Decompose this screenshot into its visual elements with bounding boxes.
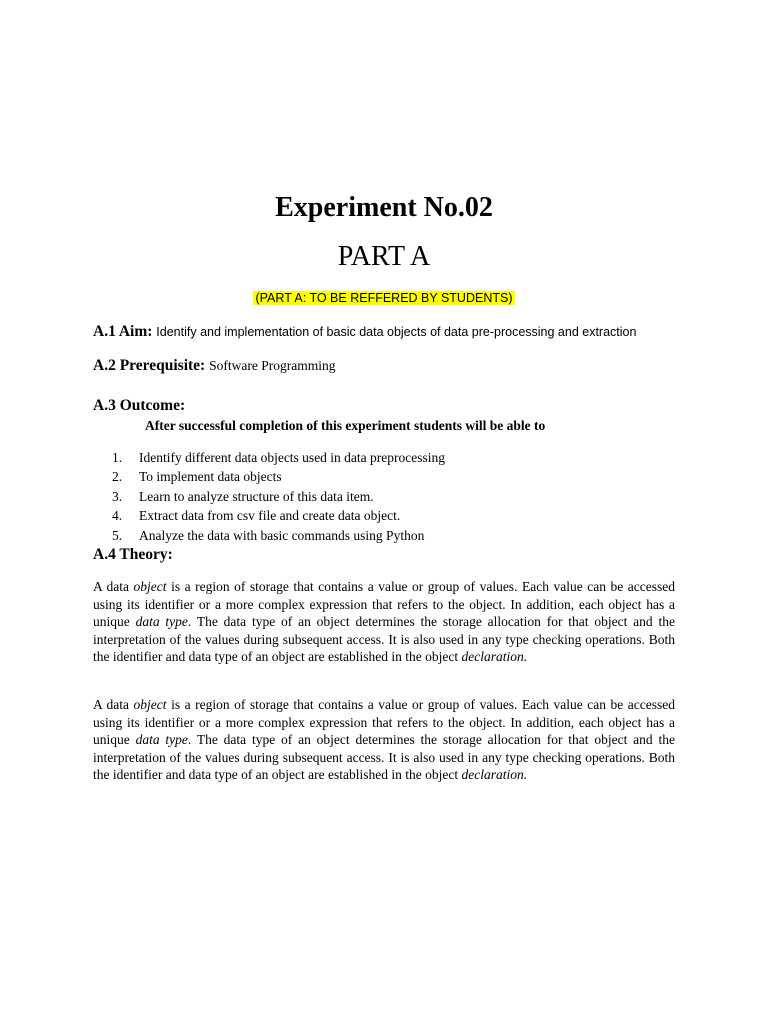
text-run: A data	[93, 579, 134, 594]
text-run: is a region of storage that contains a value or group of values. Each value can be accessed using its identifier or a more complex expression that refers to the object. In addition, each object has a unique	[93, 579, 675, 630]
theory-paragraph-2	[93, 696, 675, 784]
list-item-number: 1.	[112, 450, 123, 465]
text-run: . The data type of an object determines the storage allocation for that object and the interpretation of the values during subsequent access. It is also used in any type checking operations. Both the identifier and data type of an object are established in the object	[93, 614, 675, 665]
list-item	[112, 467, 445, 486]
theory-label: A.4 Theory:	[93, 546, 173, 563]
list-item-text: Analyze the data with basic commands using Python	[139, 527, 425, 543]
list-item	[112, 487, 445, 506]
text-run: A data	[93, 697, 134, 712]
list-item-number: 2.	[112, 469, 123, 485]
italic-run: declaration.	[461, 767, 528, 783]
list-item	[112, 526, 445, 545]
list-item	[112, 448, 445, 467]
text-run: . The data type of an object determines the storage allocation for that object and the interpretation of the values during subsequent access. It is also used in any type checking operations. Both the identifier and data type of an object are established in the object	[93, 732, 675, 783]
list-item-text: Extract data from csv file and create data object.	[139, 508, 401, 524]
prerequisite-label: A.2 Prerequisite:	[93, 357, 206, 374]
theory-paragraph-1	[93, 578, 675, 666]
list-item-number: 4.	[112, 508, 123, 524]
list-item-text: To implement data objects	[139, 469, 282, 485]
aim-text: Identify and implementation of basic data objects of data pre-processing and extraction	[156, 325, 637, 339]
prerequisite-text: Software Programming	[209, 358, 336, 373]
list-item-number: 5.	[112, 527, 123, 543]
part-note-wrap	[0, 289, 768, 307]
outcome-intro: After successful completion of this experiment students will be able to	[145, 418, 546, 433]
list-item-text: Learn to analyze structure of this data item.	[139, 488, 374, 504]
italic-run: object	[133, 579, 167, 594]
list-item-number: 3.	[112, 488, 123, 504]
italic-run: declaration.	[461, 649, 528, 665]
part-note-highlight: (PART A: TO BE REFFERED BY STUDENTS)	[255, 291, 513, 305]
aim-section	[93, 321, 636, 343]
outcome-label: A.3 Outcome:	[93, 397, 186, 414]
experiment-title: Experiment No.02	[275, 192, 493, 223]
theory-heading	[93, 544, 173, 566]
list-item-text: Identify different data objects used in data preprocessing	[139, 450, 446, 465]
italic-run: data type	[135, 614, 188, 630]
prerequisite-section	[93, 355, 335, 377]
outcome-list	[112, 448, 445, 545]
list-item	[112, 506, 445, 525]
text-run: is a region of storage that contains a value or group of values. Each value can be accessed using its identifier or a more complex expression that refers to the object. In addition, each object has a unique	[93, 697, 675, 748]
part-heading: PART A	[337, 241, 431, 272]
aim-label: A.1 Aim:	[93, 323, 153, 340]
italic-run: object	[133, 697, 167, 712]
outcome-heading	[93, 395, 185, 417]
italic-run: data type	[135, 732, 188, 748]
